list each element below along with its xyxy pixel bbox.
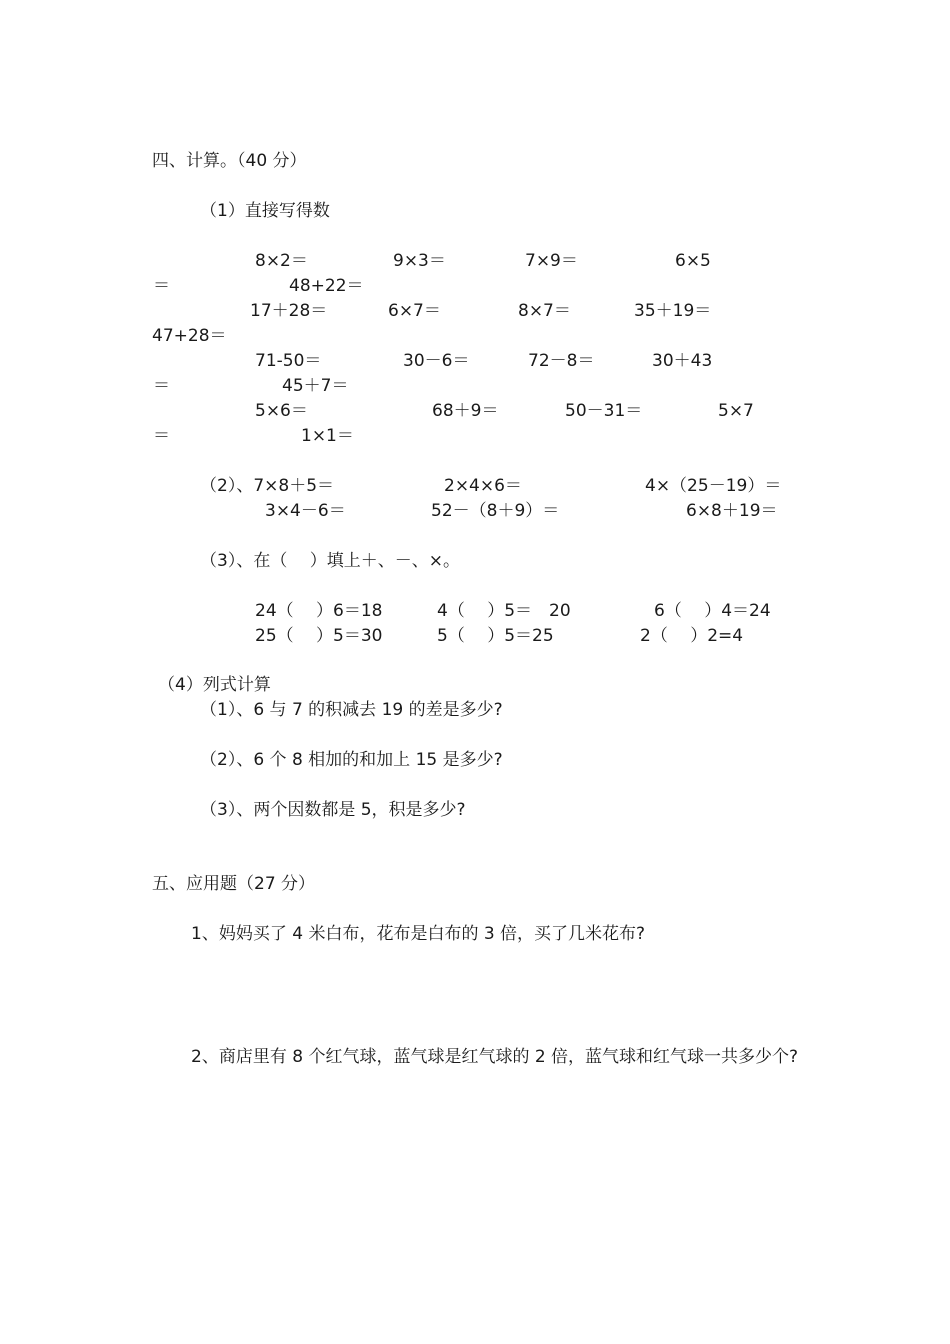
calc-item: 6×8＋19＝ xyxy=(686,501,778,521)
calc-item: ＝ xyxy=(153,276,170,296)
calc-item: ＝ xyxy=(153,426,170,446)
fill-item: 25（ ）5＝30 xyxy=(255,626,383,646)
calc-item: 50－31＝ xyxy=(565,401,643,421)
calc-item: 30－6＝ xyxy=(403,351,470,371)
word-problem: 1、妈妈买了 4 米白布，花布是白布的 3 倍，买了几米花布? xyxy=(191,924,646,944)
calc-item: 72－8＝ xyxy=(528,351,595,371)
calc-item: 17＋28＝ xyxy=(250,301,328,321)
fill-item: 5（ ）5＝25 xyxy=(437,626,554,646)
fill-item: 4（ ）5＝ 20 xyxy=(437,601,571,621)
calc-item: 68＋9＝ xyxy=(432,401,499,421)
calc-item: 7×9＝ xyxy=(525,251,578,271)
question: （3）、两个因数都是 5，积是多少? xyxy=(200,800,466,820)
calc-item: 5×7 xyxy=(718,401,754,421)
calc-item: 8×7＝ xyxy=(518,301,571,321)
calc-item: 1×1＝ xyxy=(301,426,354,446)
calc-item: 35＋19＝ xyxy=(634,301,712,321)
fill-item: 24（ ）6＝18 xyxy=(255,601,383,621)
calc-item: 4×（25－19）＝ xyxy=(645,476,782,496)
calc-item: 6×7＝ xyxy=(388,301,441,321)
calc-item: 6×5 xyxy=(675,251,711,271)
calc-item: 48+22＝ xyxy=(289,276,364,296)
calc-item: 45＋7＝ xyxy=(282,376,349,396)
calc-item: 9×3＝ xyxy=(393,251,446,271)
calc-item: 71-50＝ xyxy=(255,351,322,371)
section-5-title: 五、应用题（27 分） xyxy=(152,874,316,894)
fill-item: 2（ ）2=4 xyxy=(640,626,744,646)
question: （1）、6 与 7 的积减去 19 的差是多少? xyxy=(200,700,503,720)
calc-item: 3×4－6＝ xyxy=(265,501,346,521)
calc-item: （2）、7×8＋5＝ xyxy=(200,476,335,496)
part-1-title: （1）直接写得数 xyxy=(200,201,330,221)
word-problem: 2、商店里有 8 个红气球，蓝气球是红气球的 2 倍，蓝气球和红气球一共多少个? xyxy=(191,1047,799,1067)
calc-item: 30＋43 xyxy=(652,351,713,371)
question: （2）、6 个 8 相加的和加上 15 是多少? xyxy=(200,750,503,770)
fill-item: 6（ ）4＝24 xyxy=(654,601,771,621)
section-4-title: 四、计算。（40 分） xyxy=(152,151,307,171)
part-3-title: （3）、在（ ）填上＋、－、×。 xyxy=(200,551,460,571)
calc-item: 8×2＝ xyxy=(255,251,308,271)
part-4-title: （4）列式计算 xyxy=(158,675,271,695)
calc-item: 5×6＝ xyxy=(255,401,308,421)
calc-item: ＝ xyxy=(153,376,170,396)
calc-item: 2×4×6＝ xyxy=(444,476,522,496)
calc-item: 52－（8＋9）＝ xyxy=(431,501,560,521)
calc-item: 47+28＝ xyxy=(152,326,227,346)
